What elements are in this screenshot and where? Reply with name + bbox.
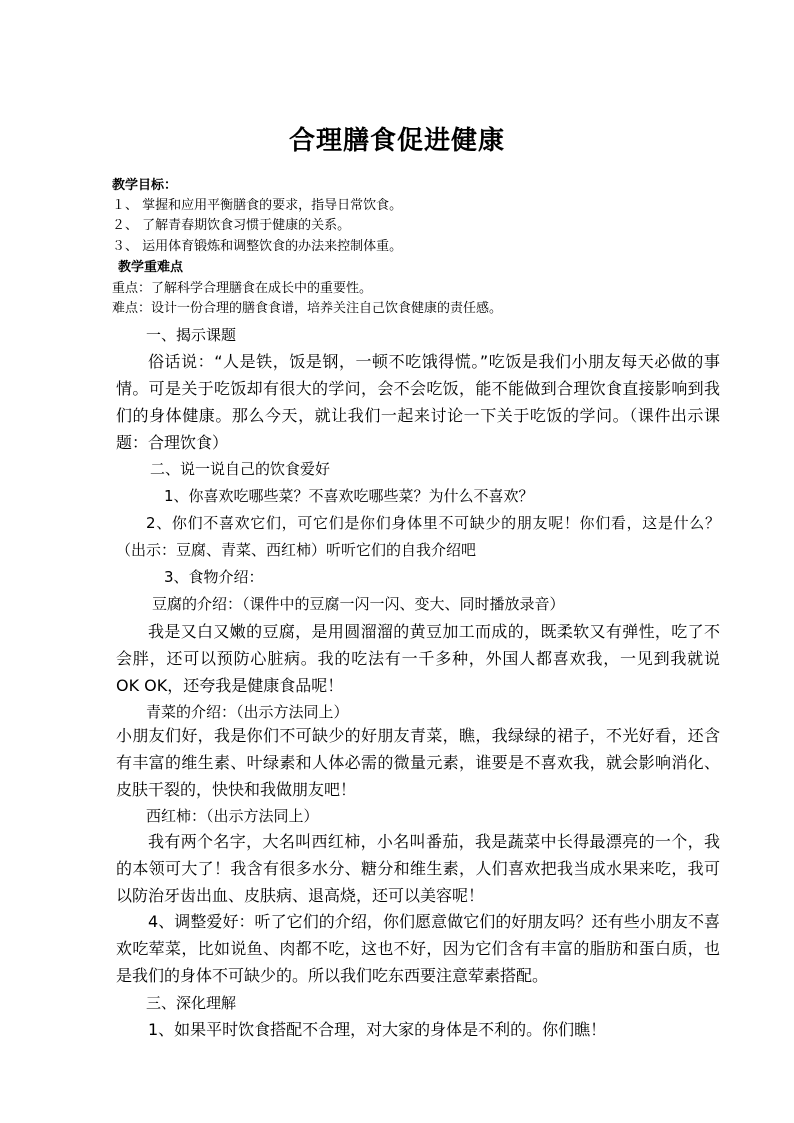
tomato-paragraph: 我有两个名字，大名叫西红柿，小名叫番茄，我是蔬菜中长得最漂亮的一个，我的本领可大了！我含有很多水分、糖分和维生素，人们喜欢把我当成水果来吃，我可以防治牙齿出血、皮肤病、退高烧，还可以美容呢！ xyxy=(116,832,720,905)
page-title: 合理膳食促进健康 xyxy=(288,126,505,156)
paragraph: 1、如果平时饮食搭配不合理，对大家的身体是不利的。你们瞧！ xyxy=(148,1020,607,1039)
keypoint-difficult: 难点：设计一份合理的膳食食谱，培养关注自己饮食健康的责任感。 xyxy=(112,301,503,316)
section-heading: 一、揭示课题 xyxy=(146,326,237,344)
paragraph: 3、食物介绍： xyxy=(164,568,264,586)
vegetable-heading: 青菜的介绍：（出示方法同上） xyxy=(146,703,349,721)
objective-item: ３、 运用体育锻炼和调整饮食的办法来控制体重。 xyxy=(112,239,403,254)
tofu-paragraph: 我是又白又嫩的豆腐，是用圆溜溜的黄豆加工而成的，既柔软又有弹性，吃了不会胖，还可以预防心脏病。我的吃法有一千多种，外国人都喜欢我，一见到我就说 OK OK，还夸我是健康食品呢！ xyxy=(116,622,720,695)
paragraph: 2、你们不喜欢它们，可它们是你们身体里不可缺少的朋友呢！你们看，这是什么？（出示：豆腐、青菜、西红柿）听听它们的自我介绍吧 xyxy=(116,514,720,559)
paragraph: 俗话说：“人是铁，饭是钢，一顿不吃饿得慌。”吃饭是我们小朋友每天必做的事情。可是关于吃饭却有很大的学问，会不会吃饭，能不能做到合理饮食直接影响到我们的身体健康。那么今天，就让我们一起来讨论一下关于吃饭的学问。（课件出示课题：合理饮食） xyxy=(116,352,720,452)
paragraph: 1、你喜欢吃哪些菜？不喜欢吃哪些菜？为什么不喜欢？ xyxy=(164,487,534,505)
keypoints-heading: 教学重难点 xyxy=(118,260,184,275)
keypoint-key: 重点：了解科学合理膳食在成长中的重要性。 xyxy=(112,281,373,296)
objectives-heading: 教学目标： xyxy=(112,178,178,193)
section-heading: 三、深化理解 xyxy=(146,994,237,1012)
objective-item: １、 掌握和应用平衡膳食的要求，指导日常饮食。 xyxy=(112,198,403,213)
section-heading: 二、说一说自己的饮食爱好 xyxy=(150,460,331,478)
paragraph: 4、调整爱好：听了它们的介绍，你们愿意做它们的好朋友吗？还有些小朋友不喜欢吃荤菜，比如说鱼、肉都不吃，这也不好，因为它们含有丰富的脂肪和蛋白质，也是我们的身体不可缺少的。所以我们吃东西要注意荤素搭配。 xyxy=(116,912,720,985)
tomato-heading: 西红柿：（出示方法同上） xyxy=(146,807,319,825)
vegetable-paragraph: 小朋友们好，我是你们不可缺少的好朋友青菜，瞧，我绿绿的裙子，不光好看，还含有丰富的维生素、叶绿素和人体必需的微量元素，谁要是不喜欢我，就会影响消化、皮肤干裂的，快快和我做朋友吧！ xyxy=(116,726,720,799)
objective-item: ２、 了解青春期饮食习惯于健康的关系。 xyxy=(112,218,351,233)
tofu-heading: 豆腐的介绍：（课件中的豆腐一闪一闪、变大、同时播放录音） xyxy=(152,595,565,613)
